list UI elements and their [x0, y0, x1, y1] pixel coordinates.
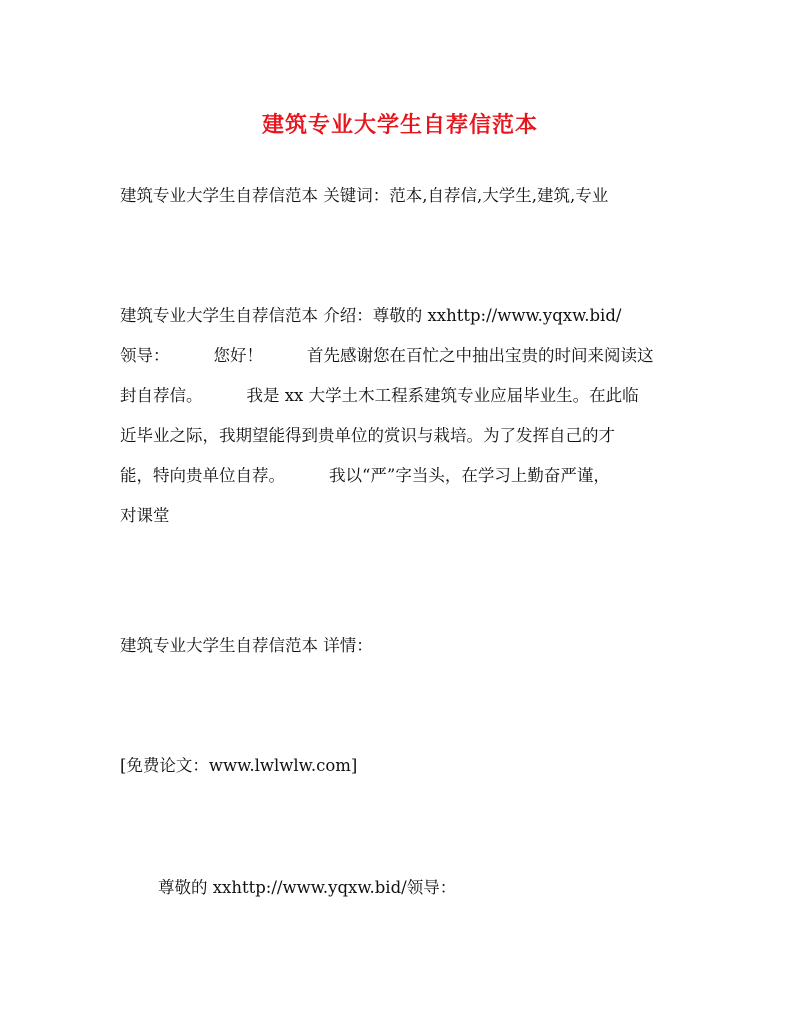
intro-row: 能，特向贵单位自荐。 我以“严”字当头，在学习上勤奋严谨，	[120, 466, 610, 485]
free-paper-link[interactable]: [免费论文：www.lwlwlw.com]	[120, 756, 358, 775]
intro-row: 领导： 您好！ 首先感谢您在百忙之中抽出宝贵的时间来阅读这	[120, 346, 654, 365]
intro-row: 对课堂	[120, 506, 170, 525]
intro-row: 建筑专业大学生自荐信范本 介绍：尊敬的 xxhttp://www.yqxw.bid/	[120, 306, 622, 325]
intro-row: 近毕业之际，我期望能得到贵单位的赏识与栽培。为了发挥自己的才	[120, 426, 615, 445]
intro-paragraph	[120, 296, 700, 536]
document-title: 建筑专业大学生自荐信范本	[261, 112, 538, 138]
salutation-line: 尊敬的 xxhttp://www.yqxw.bid/领导：	[158, 878, 457, 897]
intro-row: 封自荐信。 我是 xx 大学土木工程系建筑专业应届毕业生。在此临	[120, 386, 639, 405]
keywords-line: 建筑专业大学生自荐信范本 关键词：范本,自荐信,大学生,建筑,专业	[120, 186, 609, 205]
details-line: 建筑专业大学生自荐信范本 详情：	[120, 636, 373, 655]
